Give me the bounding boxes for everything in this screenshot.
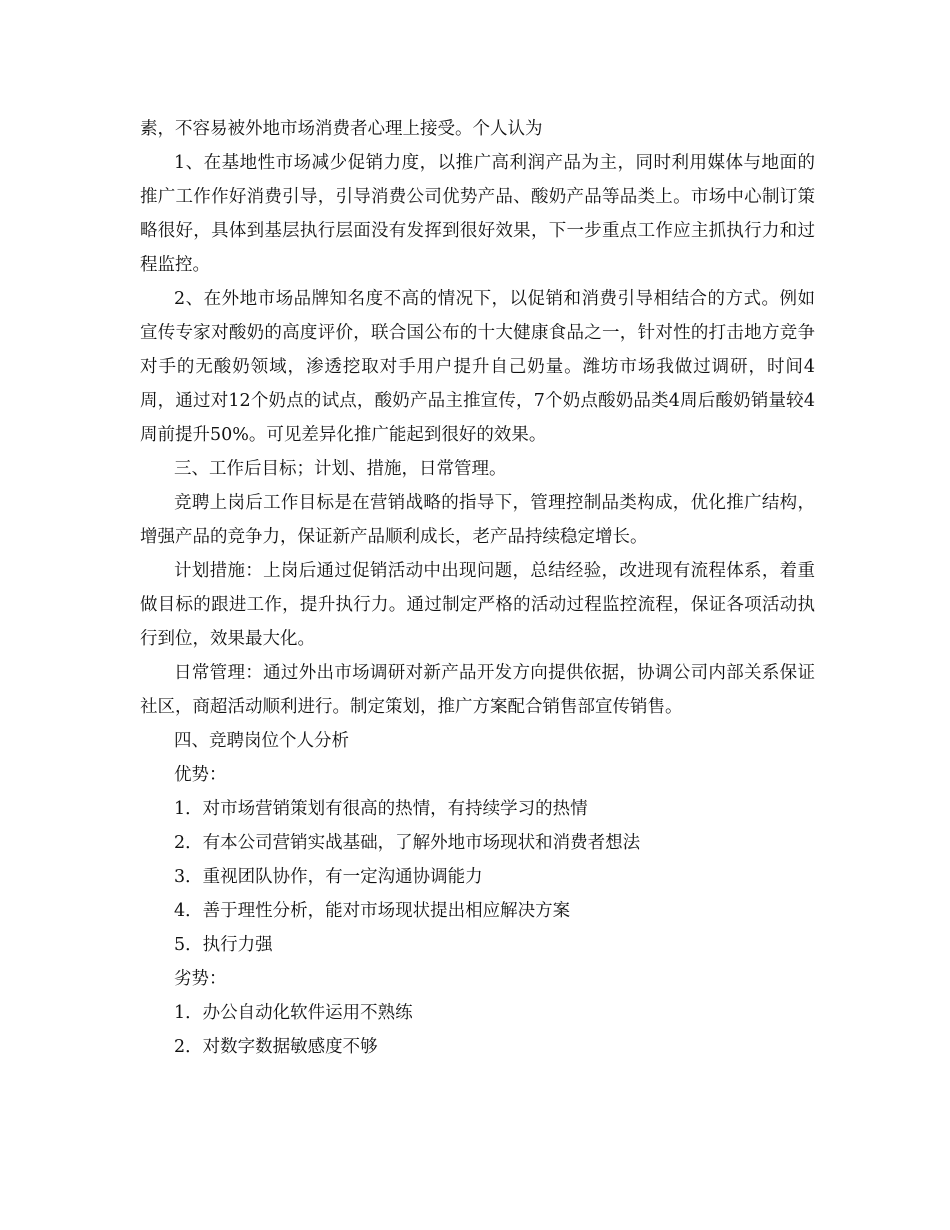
paragraph-plan-measures: 计划措施：上岗后通过促销活动中出现问题，总结经验，改进现有流程体系，着重做目标的跟进工作，提升执行力。通过制定严格的活动过程监控流程，保证各项活动执行到位，效果最大化。 [140, 561, 815, 649]
paragraph-goals: 竞聘上岗后工作目标是在营销战略的指导下，管理控制品类构成，优化推广结构，增强产品的竞争力，保证新产品顺利成长，老产品持续稳定增长。 [140, 493, 815, 547]
list-item: 2．对数字数据敏感度不够 [174, 1037, 378, 1057]
strengths-label: 优势： [174, 765, 227, 785]
document-body [140, 112, 815, 1064]
paragraph-daily-management: 日常管理：通过外出市场调研对新产品开发方向提供依据，协调公司内部关系保证社区，商超活动顺利进行。制定策划，推广方案配合销售部宣传销售。 [140, 663, 815, 717]
list-item: 5．执行力强 [174, 935, 273, 955]
list-item: 2．有本公司营销实战基础，了解外地市场现状和消费者想法 [174, 833, 641, 853]
list-item: 1．办公自动化软件运用不熟练 [174, 1003, 413, 1023]
weaknesses-label: 劣势： [174, 969, 227, 989]
paragraph-continuation: 素，不容易被外地市场消费者心理上接受。个人认为 [140, 119, 543, 139]
paragraph-point-2: 2、在外地市场品牌知名度不高的情况下，以促销和消费引导相结合的方式。例如宣传专家对酸奶的高度评价，联合国公布的十大健康食品之一，针对性的打击地方竞争对手的无酸奶领域，渗透挖取对手用户提升自己奶量。潍坊市场我做过调研，时间4周，通过对12个奶点的试点，酸奶产品主推宣传，7个奶点酸奶品类4周后酸奶销量较4周前提升50%。可见差异化推广能起到很好的效果。 [140, 289, 815, 445]
list-item: 4．善于理性分析，能对市场现状提出相应解决方案 [174, 901, 571, 921]
list-item: 1．对市场营销策划有很高的热情，有持续学习的热情 [174, 799, 588, 819]
paragraph-point-1: 1、在基地性市场减少促销力度，以推广高利润产品为主，同时利用媒体与地面的推广工作作好消费引导，引导消费公司优势产品、酸奶产品等品类上。市场中心制订策略很好，具体到基层执行层面没有发挥到很好效果，下一步重点工作应主抓执行力和过程监控。 [140, 153, 815, 275]
list-item: 3．重视团队协作，有一定沟通协调能力 [174, 867, 483, 887]
section-heading-analysis: 四、竞聘岗位个人分析 [174, 731, 349, 751]
section-heading-goals: 三、工作后目标；计划、措施，日常管理。 [174, 459, 507, 479]
